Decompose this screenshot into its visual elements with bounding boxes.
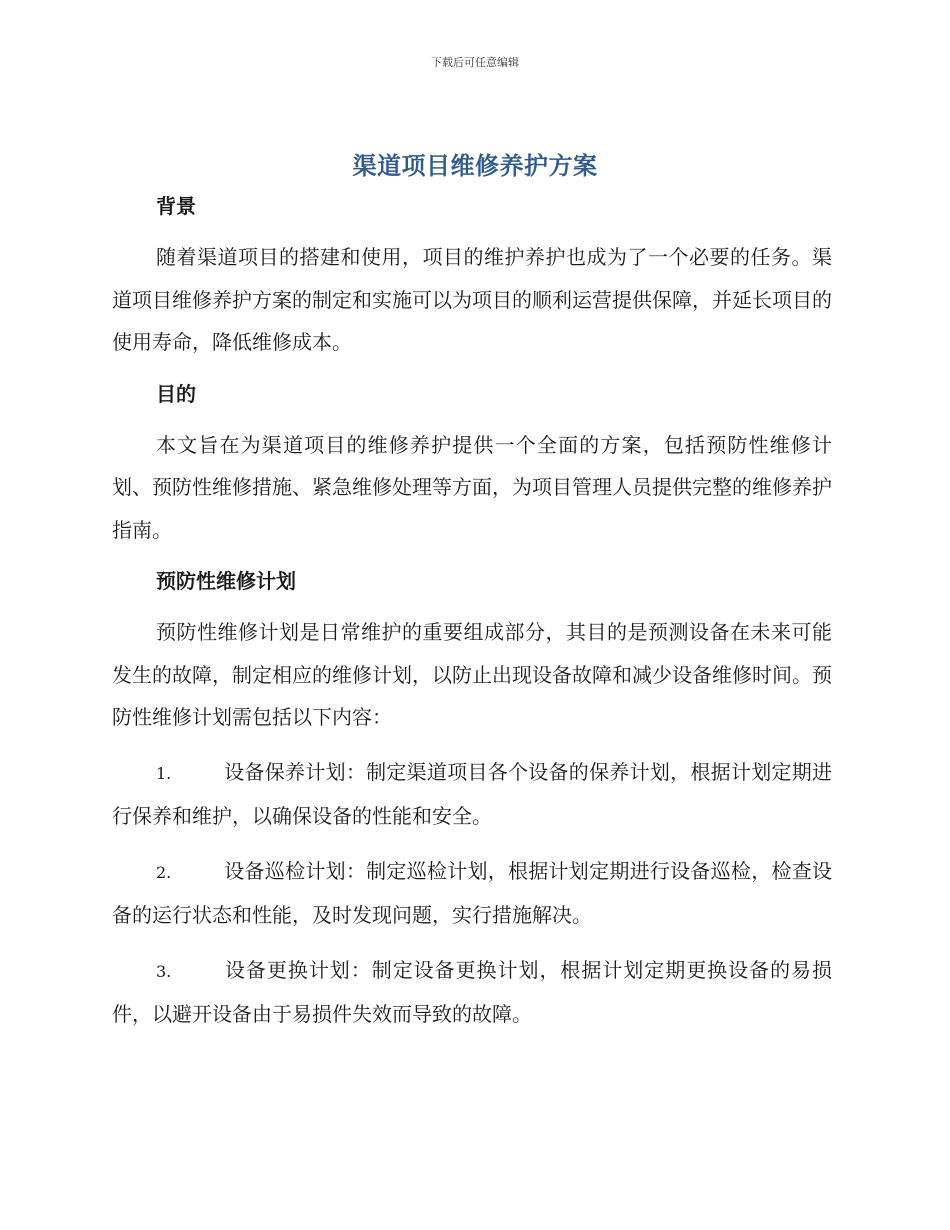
section-heading-background: 背景	[156, 194, 196, 218]
list-item-number: 3.	[156, 961, 172, 981]
list-item-text: 设备更换计划：制定设备更换计划，根据计划定期更换设备的易损件，以避开设备由于易损件失效而导致的故障。	[112, 957, 832, 1026]
list-item	[112, 949, 832, 1036]
section-paragraph-preventive-plan: 预防性维修计划是日常维护的重要组成部分，其目的是预测设备在未来可能发生的故障，制定相应的维修计划，以防止出现设备故障和减少设备维修时间。预防性维修计划需包括以下内容：	[112, 620, 832, 729]
document-body	[112, 188, 832, 1048]
section-paragraph-background: 随着渠道项目的搭建和使用，项目的维护养护也成为了一个必要的任务。渠道项目维修养护方案的制定和实施可以为项目的顺利运营提供保障，并延长项目的使用寿命，降低维修成本。	[112, 245, 832, 354]
section-heading-purpose: 目的	[156, 381, 196, 406]
list-item	[112, 850, 832, 937]
list-item-number: 1.	[156, 763, 172, 783]
section-paragraph-purpose: 本文旨在为渠道项目的维修养护提供一个全面的方案，包括预防性维修计划、预防性维修措施、紧急维修处理等方面，为项目管理人员提供完整的维修养护指南。	[112, 432, 832, 542]
header-note: 下载后可任意编辑	[431, 56, 519, 69]
section-heading-preventive-plan: 预防性维修计划	[156, 569, 296, 593]
list-item-number: 2.	[156, 862, 172, 882]
list-item-text: 设备巡检计划：制定巡检计划，根据计划定期进行设备巡检，检查设备的运行状态和性能，及时发现问题，实行措施解决。	[112, 858, 832, 927]
list-item-text: 设备保养计划：制定渠道项目各个设备的保养计划，根据计划定期进行保养和维护，以确保设备的性能和安全。	[112, 759, 832, 828]
document-title: 渠道项目维修养护方案	[352, 152, 598, 180]
list-item	[112, 751, 832, 838]
